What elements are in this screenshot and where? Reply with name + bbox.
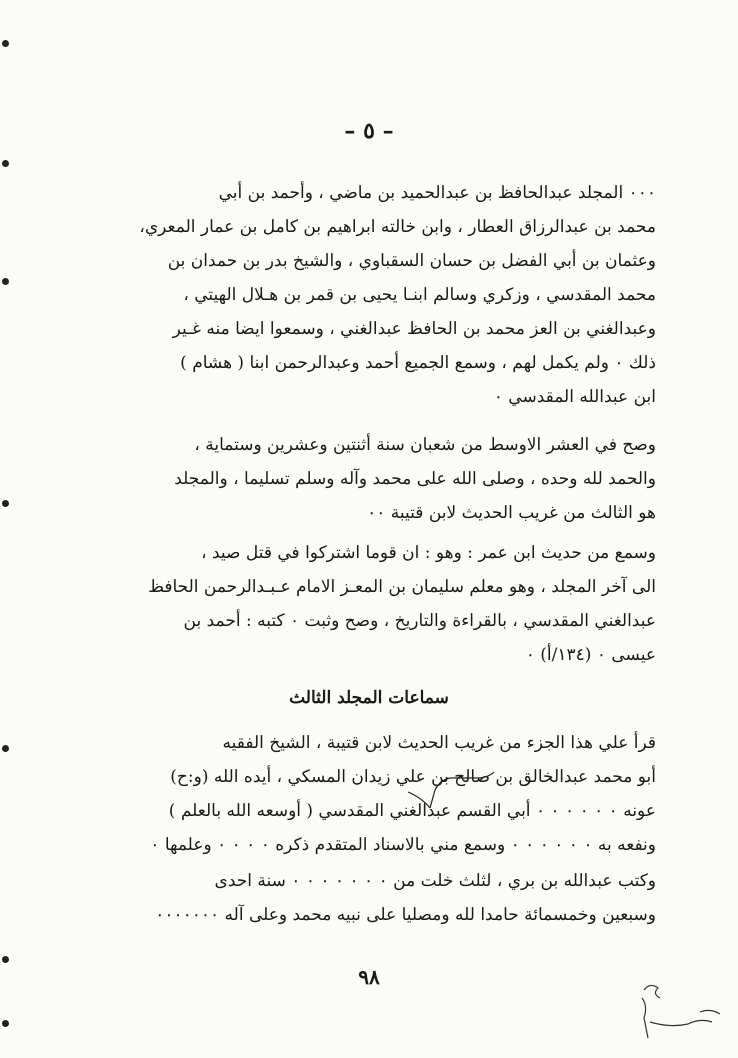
text-line: وسمع من حديث ابن عمر : وهو : ان قوما اشتركوا في قتل صيد ،	[201, 543, 656, 563]
section-paragraph-2	[96, 864, 656, 932]
paragraph-1	[96, 176, 656, 414]
page-marker: – ٥ –	[344, 118, 394, 144]
text-line: وعبدالغني بن العز محمد بن الحافظ عبدالغني ، وسمعوا ايضا منه غـير	[172, 319, 656, 339]
text-line: وكتب عبدالله بن بري ، لثلث خلت من ٠ ٠ ٠ ٠ ٠ ٠ ٠ سنة احدى	[214, 871, 656, 891]
paragraph-3	[96, 536, 656, 672]
text-line: ابن عبدالله المقدسي ٠	[493, 387, 656, 407]
page-number: ٩٨	[358, 965, 380, 989]
margin-mark	[2, 745, 9, 752]
margin-mark	[2, 1020, 9, 1027]
margin-mark	[2, 160, 9, 167]
text-line: عبدالغني المقدسي ، بالقراءة والتاريخ ، وصح وثبت ٠ كتبه : أحمد بن	[183, 611, 656, 631]
text-line: عونه ٠ ٠ ٠ ٠ ٠ ٠ أبي القسم عبدالغني المقدسي ( أوسعه الله بالعلم )	[168, 801, 656, 821]
text-line: ٠٠٠ المجلد عبدالحافظ بن عبدالحميد بن ماضي ، وأحمد بن أبي	[218, 183, 656, 203]
text-line: أبو محمد عبدالخالق بن صالح بن علي زيدان المسكي ، أيده الله (و:ح)	[170, 767, 656, 787]
section-heading: سماعات المجلد الثالث	[289, 688, 449, 708]
text-line: ذلك ٠ ولم يكمل لهم ، وسمع الجميع أحمد وعبدالرحمن ابنا ( هشام )	[180, 353, 656, 373]
text-line: هو الثالث من غريب الحديث لابن قتيبة ٠٠	[367, 503, 656, 523]
margin-mark	[2, 956, 9, 963]
text-line: قرأ علي هذا الجزء من غريب الحديث لابن قتيبة ، الشيخ الفقيه	[222, 733, 656, 753]
text-line: عيسى ٠ (١٣٤/أ) ٠	[525, 645, 656, 665]
text-line: الى آخر المجلد ، وهو معلم سليمان بن المعـز الامام عـبـدالرحمن الحافظ	[148, 577, 656, 597]
text-line: وسبعين وخمسمائة حامدا لله ومصليا على نبيه محمد وعلى آله ٠٠٠٠٠٠٠	[155, 905, 656, 925]
text-line: وعثمان بن أبي الفضل بن حسان السقباوي ، والشيخ بدر بن حمدان بن	[167, 251, 656, 271]
handwritten-mark	[390, 768, 500, 818]
margin-mark	[2, 500, 9, 507]
margin-mark	[2, 278, 9, 285]
text-line: وصح في العشر الاوسط من شعبان سنة أثنتين وعشرين وستماية ،	[194, 435, 656, 455]
section-paragraph-1	[96, 726, 656, 862]
text-line: والحمد لله وحده ، وصلى الله على محمد وآله وسلم تسليما ، والمجلد	[174, 469, 656, 489]
margin-mark	[2, 40, 9, 47]
signature-mark	[630, 978, 730, 1048]
text-line: ونفعه به ٠ ٠ ٠ ٠ ٠ ٠ وسمع مني بالاسناد المتقدم ذكره ٠ ٠ ٠ ٠ وعلمها ٠	[150, 835, 656, 855]
paragraph-2	[96, 428, 656, 530]
text-line: محمد بن عبدالرزاق العطار ، وابن خالته ابراهيم بن كامل بن عمار المعري،	[139, 217, 656, 237]
text-line: محمد المقدسي ، وزكري وسالم ابنـا يحيى بن قمر بن هـلال الهيتي ،	[183, 285, 656, 305]
